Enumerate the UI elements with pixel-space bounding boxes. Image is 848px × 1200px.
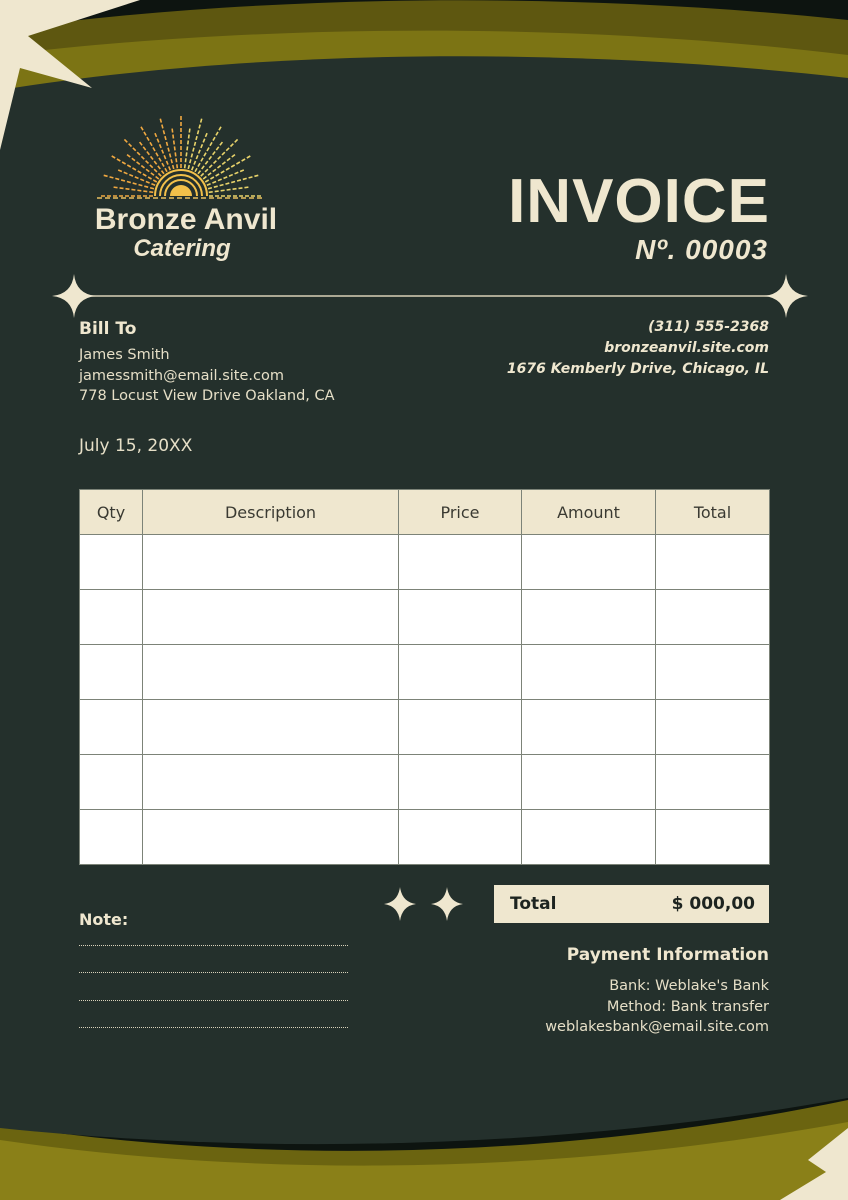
table-cell [143, 590, 399, 645]
company-phone: (311) 555-2368 [648, 319, 769, 335]
table-cell [656, 755, 770, 810]
client-address: 778 Locust View Drive Oakland, CA [79, 388, 335, 404]
table-cell [80, 535, 143, 590]
bill-to-heading: Bill To [79, 319, 137, 339]
company-address: 1676 Kemberly Drive, Chicago, IL [506, 361, 769, 377]
table-cell [522, 590, 656, 645]
table-cell [80, 755, 143, 810]
note-label: Note: [79, 910, 129, 929]
table-cell [656, 645, 770, 700]
company-website: bronzeanvil.site.com [604, 340, 769, 356]
table-cell [656, 700, 770, 755]
table-row [80, 700, 770, 755]
table-row [80, 590, 770, 645]
note-line [79, 1000, 348, 1001]
client-name: James Smith [79, 347, 170, 363]
total-box [494, 885, 769, 923]
items-table [79, 489, 770, 865]
table-header-row [80, 490, 770, 535]
payment-email: weblakesbank@email.site.com [545, 1019, 769, 1035]
table-cell [399, 645, 522, 700]
table-row [80, 755, 770, 810]
table-cell [143, 755, 399, 810]
table-cell [143, 535, 399, 590]
table-cell [399, 810, 522, 865]
table-cell [656, 810, 770, 865]
table-cell [143, 810, 399, 865]
table-row [80, 645, 770, 700]
table-cell [522, 810, 656, 865]
column-header-total: Total [656, 490, 770, 535]
column-header-qty: Qty [80, 490, 143, 535]
table-cell [656, 535, 770, 590]
invoice-date: July 15, 20XX [79, 436, 193, 456]
invoice-number: Nº. 00003 [635, 234, 768, 265]
table-cell [143, 700, 399, 755]
table-cell [522, 700, 656, 755]
invoice-title: INVOICE [508, 167, 770, 236]
table-cell [522, 755, 656, 810]
table-row [80, 535, 770, 590]
column-header-amount: Amount [522, 490, 656, 535]
brand-tagline: Catering [133, 235, 231, 262]
total-value: $ 000,00 [671, 894, 755, 914]
table-cell [80, 590, 143, 645]
table-row [80, 810, 770, 865]
table-cell [80, 700, 143, 755]
payment-bank: Bank: Weblake's Bank [609, 978, 769, 994]
table-cell [399, 755, 522, 810]
note-line [79, 1027, 348, 1028]
column-header-price: Price [399, 490, 522, 535]
client-email: jamessmith@email.site.com [79, 368, 284, 384]
note-line [79, 972, 348, 973]
table-cell [80, 645, 143, 700]
table-cell [522, 535, 656, 590]
table-cell [656, 590, 770, 645]
payment-heading: Payment Information [566, 945, 769, 965]
table-cell [399, 535, 522, 590]
table-cell [522, 645, 656, 700]
brand-name: Bronze Anvil [94, 203, 278, 236]
note-line [79, 945, 348, 946]
payment-method: Method: Bank transfer [606, 999, 769, 1015]
total-label: Total [510, 894, 557, 914]
table-cell [80, 810, 143, 865]
table-cell [399, 590, 522, 645]
column-header-description: Description [143, 490, 399, 535]
table-cell [399, 700, 522, 755]
table-cell [143, 645, 399, 700]
